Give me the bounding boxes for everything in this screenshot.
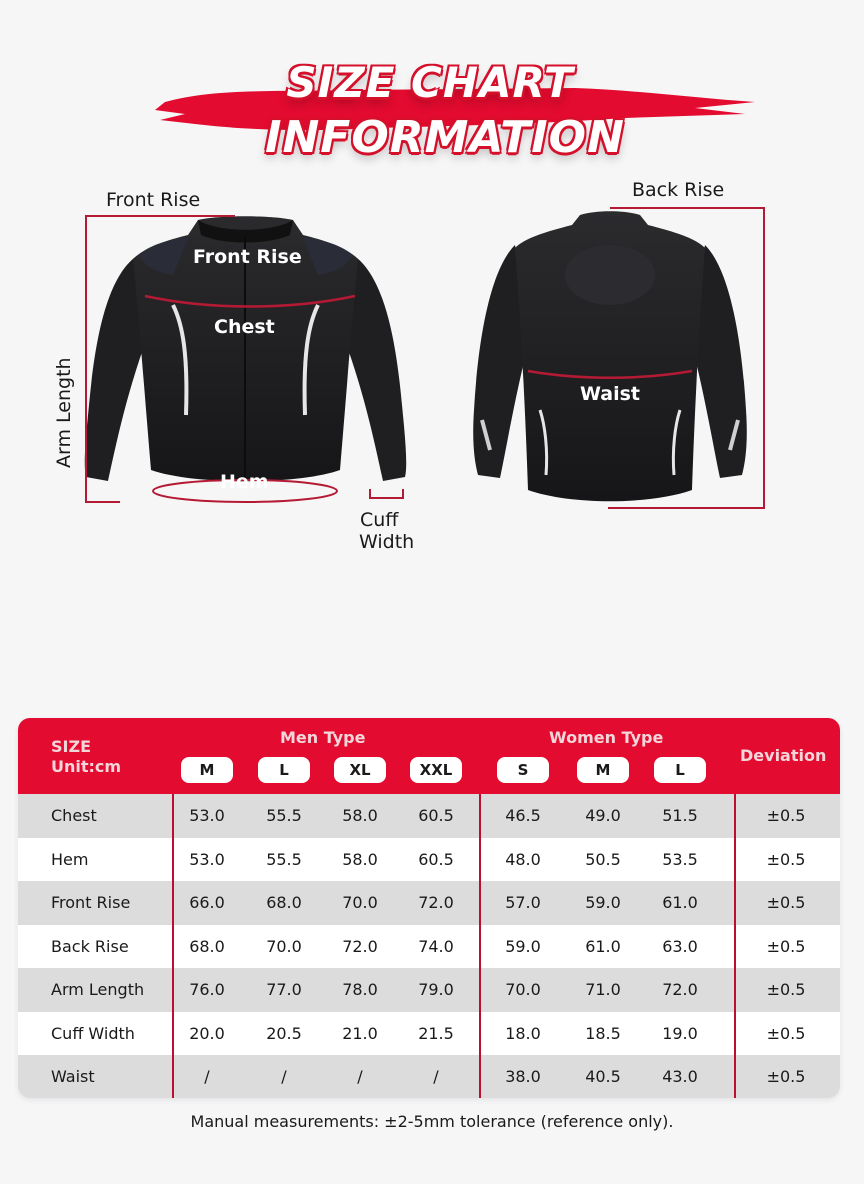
women-value: 63.0	[662, 936, 698, 956]
men-value: 21.5	[418, 1023, 454, 1043]
deviation-heading: Deviation	[740, 746, 827, 765]
table-row	[18, 1012, 840, 1056]
women-size-pill: M	[577, 757, 629, 783]
column-divider-name	[172, 794, 174, 1098]
men-size-pill: XL	[334, 757, 386, 783]
women-value: 49.0	[585, 806, 621, 825]
arm-length-line-bottom	[85, 501, 120, 503]
column-divider-gender	[479, 794, 481, 1098]
title-line-2: INFORMATION	[265, 112, 625, 163]
deviation-value: ±0.5	[766, 893, 806, 912]
men-size-pill: XXL	[410, 757, 462, 783]
women-value: 50.5	[585, 849, 621, 869]
women-value: 61.0	[585, 936, 621, 956]
column-divider-deviation	[734, 794, 736, 1098]
tolerance-note: Manual measurements: ±2-5mm tolerance (reference only).	[190, 1112, 674, 1131]
arm-length-line-vertical	[85, 215, 87, 502]
men-size-pill: M	[181, 757, 233, 783]
men-value: 68.0	[266, 893, 302, 912]
men-value: /	[281, 1067, 287, 1086]
deviation-value: ±0.5	[766, 1067, 806, 1086]
table-row	[18, 968, 840, 1012]
size-label: SIZE	[51, 737, 92, 756]
men-value: 68.0	[189, 936, 225, 956]
men-value: 21.0	[342, 1023, 378, 1043]
men-value: 53.0	[189, 806, 225, 825]
women-value: 70.0	[505, 980, 541, 999]
men-value: 66.0	[189, 893, 225, 912]
label-cuff: Cuff	[360, 509, 399, 531]
men-value: 76.0	[189, 980, 225, 999]
label-width: Width	[359, 531, 415, 553]
label-waist: Waist	[580, 383, 641, 405]
men-value: 60.5	[418, 806, 454, 825]
men-value: 70.0	[342, 893, 378, 912]
row-label: Chest	[51, 806, 97, 825]
women-value: 57.0	[505, 893, 541, 912]
back-rise-line-vertical	[763, 207, 765, 509]
women-value: 61.0	[662, 893, 698, 912]
men-value: /	[204, 1067, 210, 1086]
men-value: /	[433, 1067, 439, 1086]
label-back-rise: Back Rise	[632, 179, 725, 201]
women-size-pill: S	[497, 757, 549, 783]
men-value: 20.0	[189, 1023, 225, 1043]
men-value: 74.0	[418, 936, 454, 956]
deviation-value: ±0.5	[766, 936, 806, 956]
men-value: 72.0	[418, 893, 454, 912]
women-value: 59.0	[585, 893, 621, 912]
men-value: /	[357, 1067, 363, 1086]
men-value: 78.0	[342, 980, 378, 999]
back-rise-line-bottom	[608, 507, 765, 509]
deviation-value: ±0.5	[766, 806, 806, 825]
table-row	[18, 1055, 840, 1098]
title-banner	[150, 50, 760, 180]
men-value: 20.5	[266, 1023, 302, 1043]
chest-measure-line	[140, 288, 360, 318]
row-label: Arm Length	[51, 980, 145, 999]
arm-length-line-top	[85, 215, 235, 217]
men-value: 55.5	[266, 849, 302, 869]
women-value: 71.0	[585, 980, 621, 999]
back-rise-line-top	[610, 207, 765, 209]
women-value: 19.0	[662, 1023, 698, 1043]
women-value: 51.5	[662, 806, 698, 825]
table-row	[18, 925, 840, 969]
women-value: 38.0	[505, 1067, 541, 1086]
men-value: 70.0	[266, 936, 302, 956]
deviation-value: ±0.5	[766, 1023, 806, 1043]
women-value: 59.0	[505, 936, 541, 956]
table-row	[18, 838, 840, 882]
women-value: 53.5	[662, 849, 698, 869]
table-header	[18, 718, 840, 794]
men-value: 58.0	[342, 849, 378, 869]
deviation-value: ±0.5	[766, 849, 806, 869]
label-hem: Hem	[220, 471, 269, 493]
men-value: 55.5	[266, 806, 302, 825]
men-value: 60.5	[418, 849, 454, 869]
cuff-line-bottom	[369, 497, 404, 499]
women-value: 43.0	[662, 1067, 698, 1086]
women-type-heading: Women Type	[549, 728, 664, 747]
men-size-pill: L	[258, 757, 310, 783]
waist-measure-line	[525, 365, 695, 385]
women-value: 40.5	[585, 1067, 621, 1086]
men-value: 79.0	[418, 980, 454, 999]
label-chest: Chest	[214, 316, 275, 338]
table-row	[18, 794, 840, 838]
row-label: Hem	[51, 849, 89, 869]
men-value: 58.0	[342, 806, 378, 825]
title-line-1: SIZE CHART	[286, 58, 574, 107]
women-value: 18.0	[505, 1023, 541, 1043]
women-value: 48.0	[505, 849, 541, 869]
size-table	[18, 718, 840, 1098]
women-value: 18.5	[585, 1023, 621, 1043]
label-arm-length: Arm Length	[53, 357, 75, 468]
table-row	[18, 881, 840, 925]
men-value: 53.0	[189, 849, 225, 869]
label-front-rise-top: Front Rise	[106, 189, 201, 211]
row-label: Cuff Width	[51, 1023, 135, 1043]
men-value: 77.0	[266, 980, 302, 999]
women-value: 72.0	[662, 980, 698, 999]
women-size-pill: L	[654, 757, 706, 783]
unit-label: Unit:cm	[51, 757, 122, 776]
men-value: 72.0	[342, 936, 378, 956]
label-front-rise-body: Front Rise	[193, 246, 302, 268]
row-label: Waist	[51, 1067, 95, 1086]
men-type-heading: Men Type	[280, 728, 366, 747]
back-jacket-icon	[470, 210, 750, 505]
cuff-line-right	[402, 489, 404, 499]
row-label: Back Rise	[51, 936, 129, 956]
deviation-value: ±0.5	[766, 980, 806, 999]
row-label: Front Rise	[51, 893, 131, 912]
women-value: 46.5	[505, 806, 541, 825]
